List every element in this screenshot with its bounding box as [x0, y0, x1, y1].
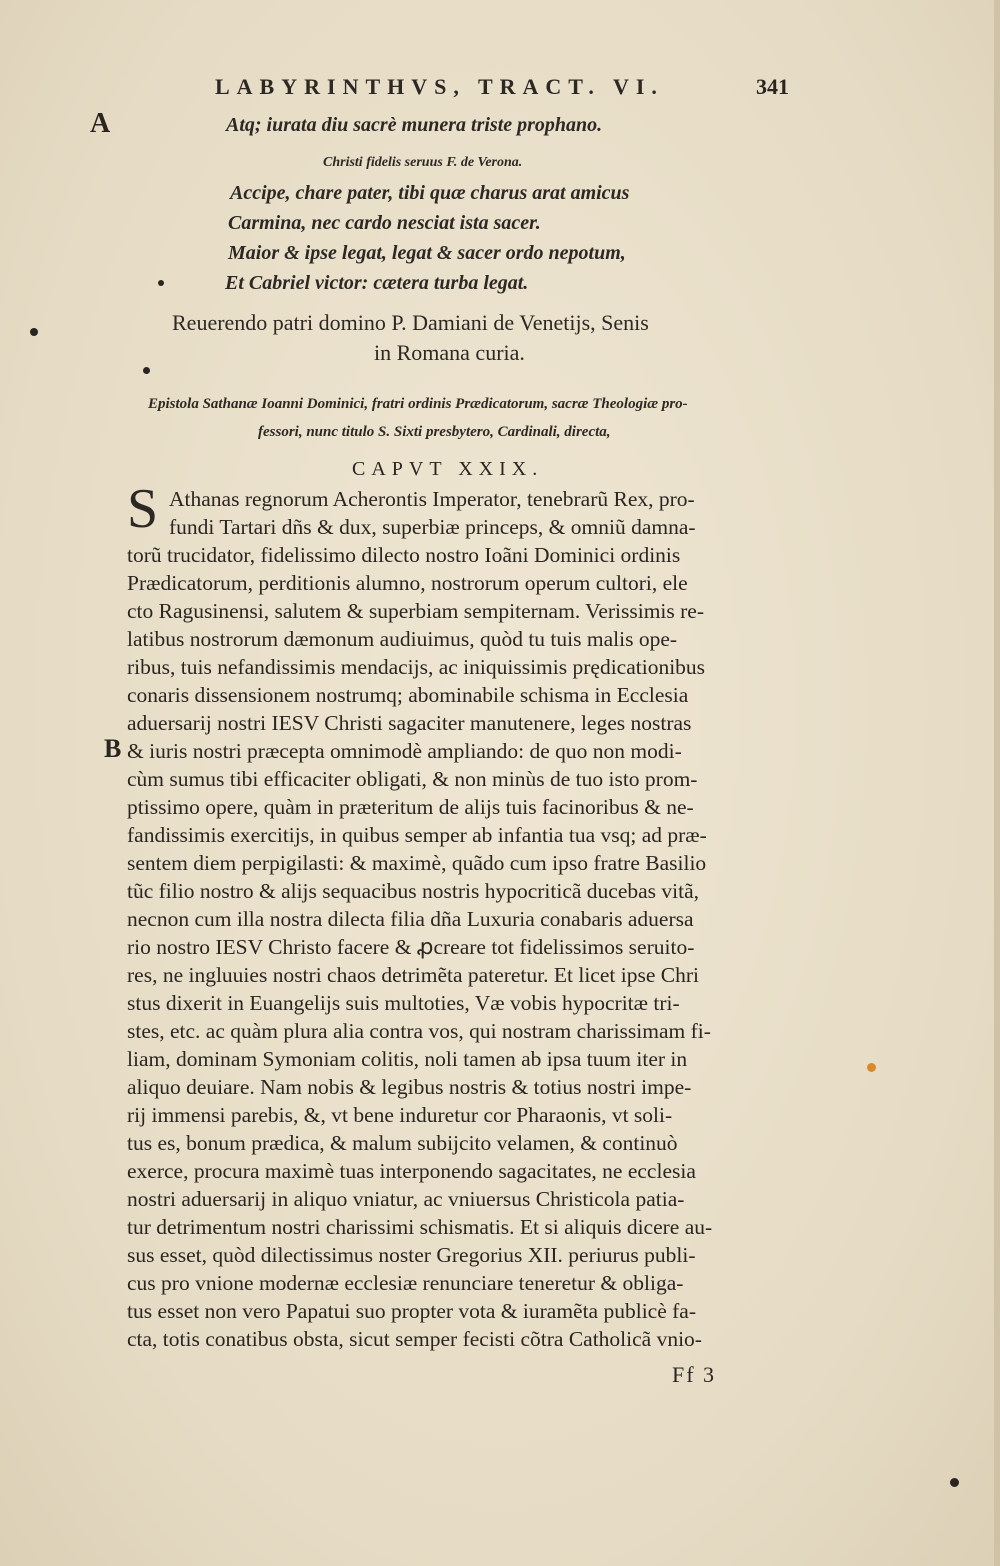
page-edge	[994, 0, 1000, 1566]
stain-speck	[867, 1063, 876, 1072]
signature-mark: Ff 3	[672, 1362, 717, 1387]
body-line: cta, totis conatibus obsta, sicut semper fecisti cõtra Catholicã vnio-	[127, 1327, 702, 1351]
body-line: fundi Tartari dñs & dux, superbiæ princeps, & omniũ damna-	[169, 515, 696, 539]
running-title: LABYRINTHVS, TRACT. VI.	[215, 74, 664, 99]
body-line: stes, etc. ac quàm plura alia contra vos, qui nostram charissimam fi-	[127, 1019, 711, 1043]
verse-line: Et Cabriel victor: cætera turba legat.	[225, 272, 529, 294]
address-line: in Romana curia.	[374, 340, 525, 365]
body-line: Prædicatorum, perditionis alumno, nostrorum operum cultori, ele	[127, 571, 688, 595]
verse-attribution: Christi fidelis seruus F. de Verona.	[323, 155, 523, 170]
page-number: 341	[756, 74, 789, 99]
verse-line: Maior & ipse legat, legat & sacer ordo nepotum,	[228, 242, 626, 264]
body-line: nostri aduersarij in aliquo vniatur, ac vniuersus Christicola patia-	[127, 1187, 685, 1211]
body-line: liam, dominam Symoniam colitis, noli tamen ab ipsa tuum iter in	[127, 1047, 688, 1071]
body-line: cto Ragusinensi, salutem & superbiam sempiternam. Verissimis re-	[127, 599, 705, 623]
body-line: exerce, procura maximè tuas interponendo sagacitates, ne ecclesia	[127, 1159, 696, 1183]
verse-line: Accipe, chare pater, tibi quæ charus arat amicus	[230, 182, 630, 204]
body-line: fandissimis exercitijs, in quibus semper ab infantia tua vsq; ad præ-	[127, 823, 707, 847]
ink-speck	[143, 367, 150, 374]
body-line: cus pro vnione modernæ ecclesiæ renunciare teneretur & obliga-	[127, 1271, 684, 1295]
ink-speck	[950, 1478, 959, 1487]
chapter-heading: CAPVT XXIX.	[352, 458, 544, 480]
body-line: tus esset non vero Papatui suo propter vota & iuramẽta publicè fa-	[127, 1299, 696, 1323]
body-line: res, ne ingluuies nostri chaos detrimẽta pateretur. Et licet ipse Chri	[127, 963, 699, 987]
epistle-heading: fessori, nunc titulo S. Sixti presbytero, Cardinali, directa,	[258, 424, 611, 440]
ink-speck	[158, 280, 164, 286]
body-line: aduersarij nostri IESV Christi sagaciter manutenere, leges nostras	[127, 711, 692, 735]
body-line: latibus nostrorum dæmonum audiuimus, quòd tu tuis malis ope-	[127, 627, 678, 651]
body-line: stus dixerit in Euangelijs suis multoties, Væ vobis hypocritæ tri-	[127, 991, 680, 1015]
body-line: ptissimo opere, quàm in præteritum de alijs tuis facinoribus & ne-	[127, 795, 694, 819]
body-line: rij immensi parebis, &, vt bene induretur cor Pharaonis, vt soli-	[127, 1103, 673, 1127]
body-line: necnon cum illa nostra dilecta filia dña Luxuria conabaris aduersa	[127, 907, 694, 931]
address-line: Reuerendo patri domino P. Damiani de Venetijs, Senis	[172, 310, 649, 335]
verse-line: Carmina, nec cardo nesciat ista sacer.	[228, 212, 541, 234]
verse-line: Atq; iurata diu sacrè munera triste prophano.	[226, 114, 603, 136]
body-line: sus esset, quòd dilectissimus noster Gregorius XII. periurus publi-	[127, 1243, 696, 1267]
body-line: aliquo deuiare. Nam nobis & legibus nostris & totius nostri impe-	[127, 1075, 692, 1099]
body-line: sentem diem perpigilasti: & maximè, quãdo cum ipso fratre Basilio	[127, 851, 707, 875]
body-line: tũc filio nostro & alijs sequacibus nostris hypocriticã ducebas vitã,	[127, 879, 700, 903]
body-line: rio nostro IESV Christo facere & ꝓcreare tot fidelissimos seruito-	[127, 935, 695, 959]
drop-capital: S	[127, 478, 159, 540]
margin-letter-a: A	[90, 108, 111, 139]
margin-letter-b: B	[104, 734, 122, 763]
body-line: cùm sumus tibi efficaciter obligati, & non minùs de tuo isto prom-	[127, 767, 698, 791]
body-line: Athanas regnorum Acherontis Imperator, tenebrarũ Rex, pro-	[169, 487, 695, 511]
body-line: ribus, tuis nefandissimis mendacijs, ac iniquissimis prędicationibus	[127, 655, 706, 679]
epistle-heading: Epistola Sathanæ Ioanni Dominici, fratri ordinis Prædicatorum, sacræ Theologiæ pro-	[148, 396, 688, 412]
body-line: torũ trucidator, fidelissimo dilecto nostro Ioãni Dominici ordinis	[127, 543, 681, 567]
ink-speck	[30, 328, 38, 336]
body-line: conaris dissensionem nostrumq; abominabile schisma in Ecclesia	[127, 683, 689, 707]
body-line: tus es, bonum prædica, & malum subijcito velamen, & continuò	[127, 1131, 678, 1155]
body-line: tur detrimentum nostri charissimi schismatis. Et si aliquis dicere au-	[127, 1215, 713, 1239]
body-line: & iuris nostri præcepta omnimodè ampliando: de quo non modi-	[127, 739, 682, 763]
